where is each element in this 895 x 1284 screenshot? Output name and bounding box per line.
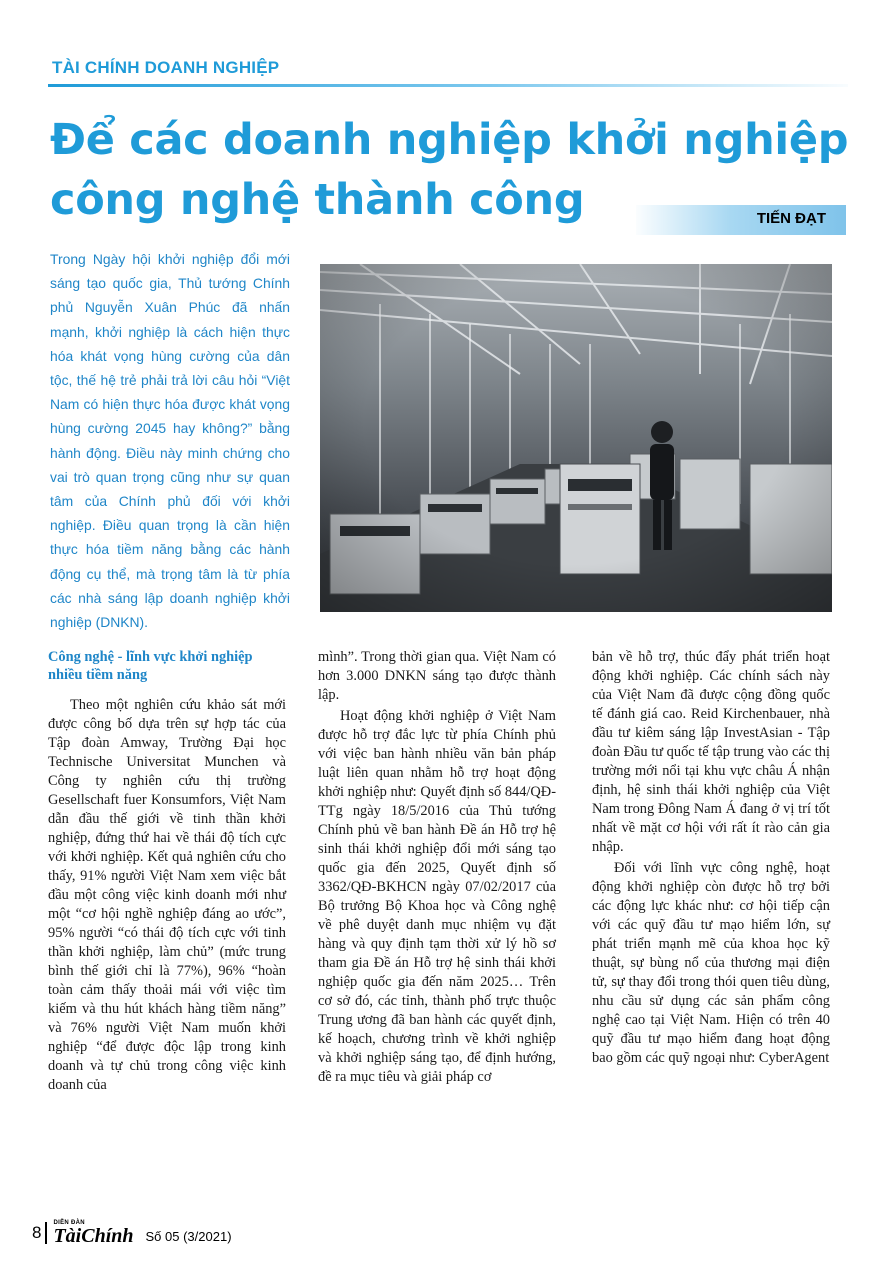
section-divider [48,84,848,87]
factory-photo-illustration [320,264,832,612]
footer-divider [45,1222,47,1244]
article-column-2 [318,648,556,1089]
subheading: Công nghệ - lĩnh vực khởi nghiệp nhiều tiềm năng [48,649,253,683]
factory-photo [320,264,832,612]
issue-number: Số 05 (3/2021) [145,1228,232,1244]
paragraph: mình”. Trong thời gian qua. Việt Nam có hơn 3.000 DNKN sáng tạo được thành lập. [318,649,556,703]
paragraph: Đối với lĩnh vực công nghệ, hoạt động khởi nghiệp còn được hỗ trợ bởi các động lực khác như: cơ hội tiếp cận với các quỹ đầu tư mạo hiểm lớn, sự phát triển mạnh mẽ của khoa học kỹ thuật, sự bùng nổ của thương mại điện tử, sự thay đổi trong thói quen tiêu dùng, nhu cầu sử dụng các sản phẩm công nghệ cao tại Việt Nam. Hiện có trên 40 quỹ đầu tư mạo hiểm đang hoạt động bao gồm các quỹ ngoại như: CyberAgent [592,860,830,1066]
page-number: 8 [32,1223,42,1242]
article-column-1 [48,648,286,1097]
page-footer [32,1218,232,1248]
title-line-2: công nghệ thành công [50,175,585,225]
paragraph: Hoạt động khởi nghiệp ở Việt Nam được hỗ trợ đắc lực từ phía Chính phủ với việc ban hành nhiều văn bản pháp luật liên quan nhằm hỗ trợ hoạt động khởi nghiệp như: Quyết định số 844/QĐ-TTg ngày 18/5/2016 của Thủ tướng Chính phủ về ban hành Đề án Hỗ trợ hệ sinh thái khởi nghiệp đổi mới sáng tạo quốc gia đến 2025, Quyết định số 3362/QĐ-BKHCN ngày 07/02/2017 của Bộ trưởng Bộ Khoa học và Công nghệ về phê duyệt danh mục nhiệm vụ đặt hàng và quy định tạm thời xử lý hồ sơ tham gia Đề án Hỗ trợ hệ sinh thái khởi nghiệp quốc gia đến năm 2025… Trên cơ sở đó, các tỉnh, thành phố trực thuộc Trung ương đã ban hành các quyết định, kế hoạch, chương trình về khởi nghiệp và khởi nghiệp sáng tạo, để định hướng, đề ra mục tiêu và giải pháp cơ [318,708,556,1085]
magazine-logo-small: DIỄN ĐÀN [53,1220,85,1226]
author-name: TIẾN ĐẠT [756,210,826,227]
magazine-logo-name: TàiChính [53,1225,134,1247]
author-band [636,205,846,235]
paragraph: Theo một nghiên cứu khảo sát mới được công bố dựa trên sự hợp tác của Tập đoàn Amway, Trường Đại học Technische Universitat Munchen và Công ty nghiên cứu thị trường Gesellschaft fuer Konsumfors, Việt Nam dẫn đầu thế giới về tinh thần khởi nghiệp, đứng thứ hai về thái độ tích cực với khởi nghiệp. Kết quả nghiên cứu cho thấy, 91% người Việt Nam xem việc bắt đầu một công việc kinh doanh mới như một “cơ hội nghề nghiệp đáng ao ước”, 95% người “có thái độ tích cực với tinh thần khởi nghiệp, làm chủ” (mức trung bình thế giới chỉ là 77%), 96% “hoàn toàn cảm thấy thoải mái với việc tìm kiếm và thu hút khách hàng tiềm năng” và 76% người Việt Nam muốn khởi nghiệp “để được độc lập trong kinh doanh và tự chủ trong công việc kinh doanh của [48,697,286,1093]
magazine-logo [53,1220,133,1246]
paragraph: bản về hỗ trợ, thúc đẩy phát triển hoạt động khởi nghiệp. Các chính sách này của Việt Nam đã được cộng đồng quốc tế đánh giá cao. Reid Kirchenbauer, nhà đầu tư kiêm sáng lập InvestAsian - Tập đoàn Đầu tư quốc tế tập trung vào các thị trường mới nổi tại khu vực châu Á nhận định, hệ sinh thái khởi nghiệp của Việt Nam trong Đông Nam Á đang ở vị trí tốt nhất về mặt cơ hội với rất ít rào cản gia nhập. [592,649,830,855]
title-line-1: Để các doanh nghiệp khởi nghiệp [50,115,849,165]
section-label: TÀI CHÍNH DOANH NGHIỆP [52,58,280,77]
lead-paragraph: Trong Ngày hội khởi nghiệp đổi mới sáng tạo quốc gia, Thủ tướng Chính phủ Nguyễn Xuân Phúc đã nhấn mạnh, khởi nghiệp là cách hiện thực hóa khát vọng hùng cường của dân tộc, thế hệ trẻ phải trả lời câu hỏi “Việt Nam có hiện thực hóa được khát vọng hùng cường 2045 hay không?” bằng hành động. Điều này minh chứng cho vai trò quan trọng cũng như sự quan tâm của Chính phủ đối với khởi nghiệp. Điều quan trọng là cần hiện thực hóa tiềm năng bằng các hành động cụ thể, mà trọng tâm là từ phía các nhà sáng lập doanh nghiệp khởi nghiệp (DNKN). [50,251,290,631]
article-column-3 [592,648,830,1070]
